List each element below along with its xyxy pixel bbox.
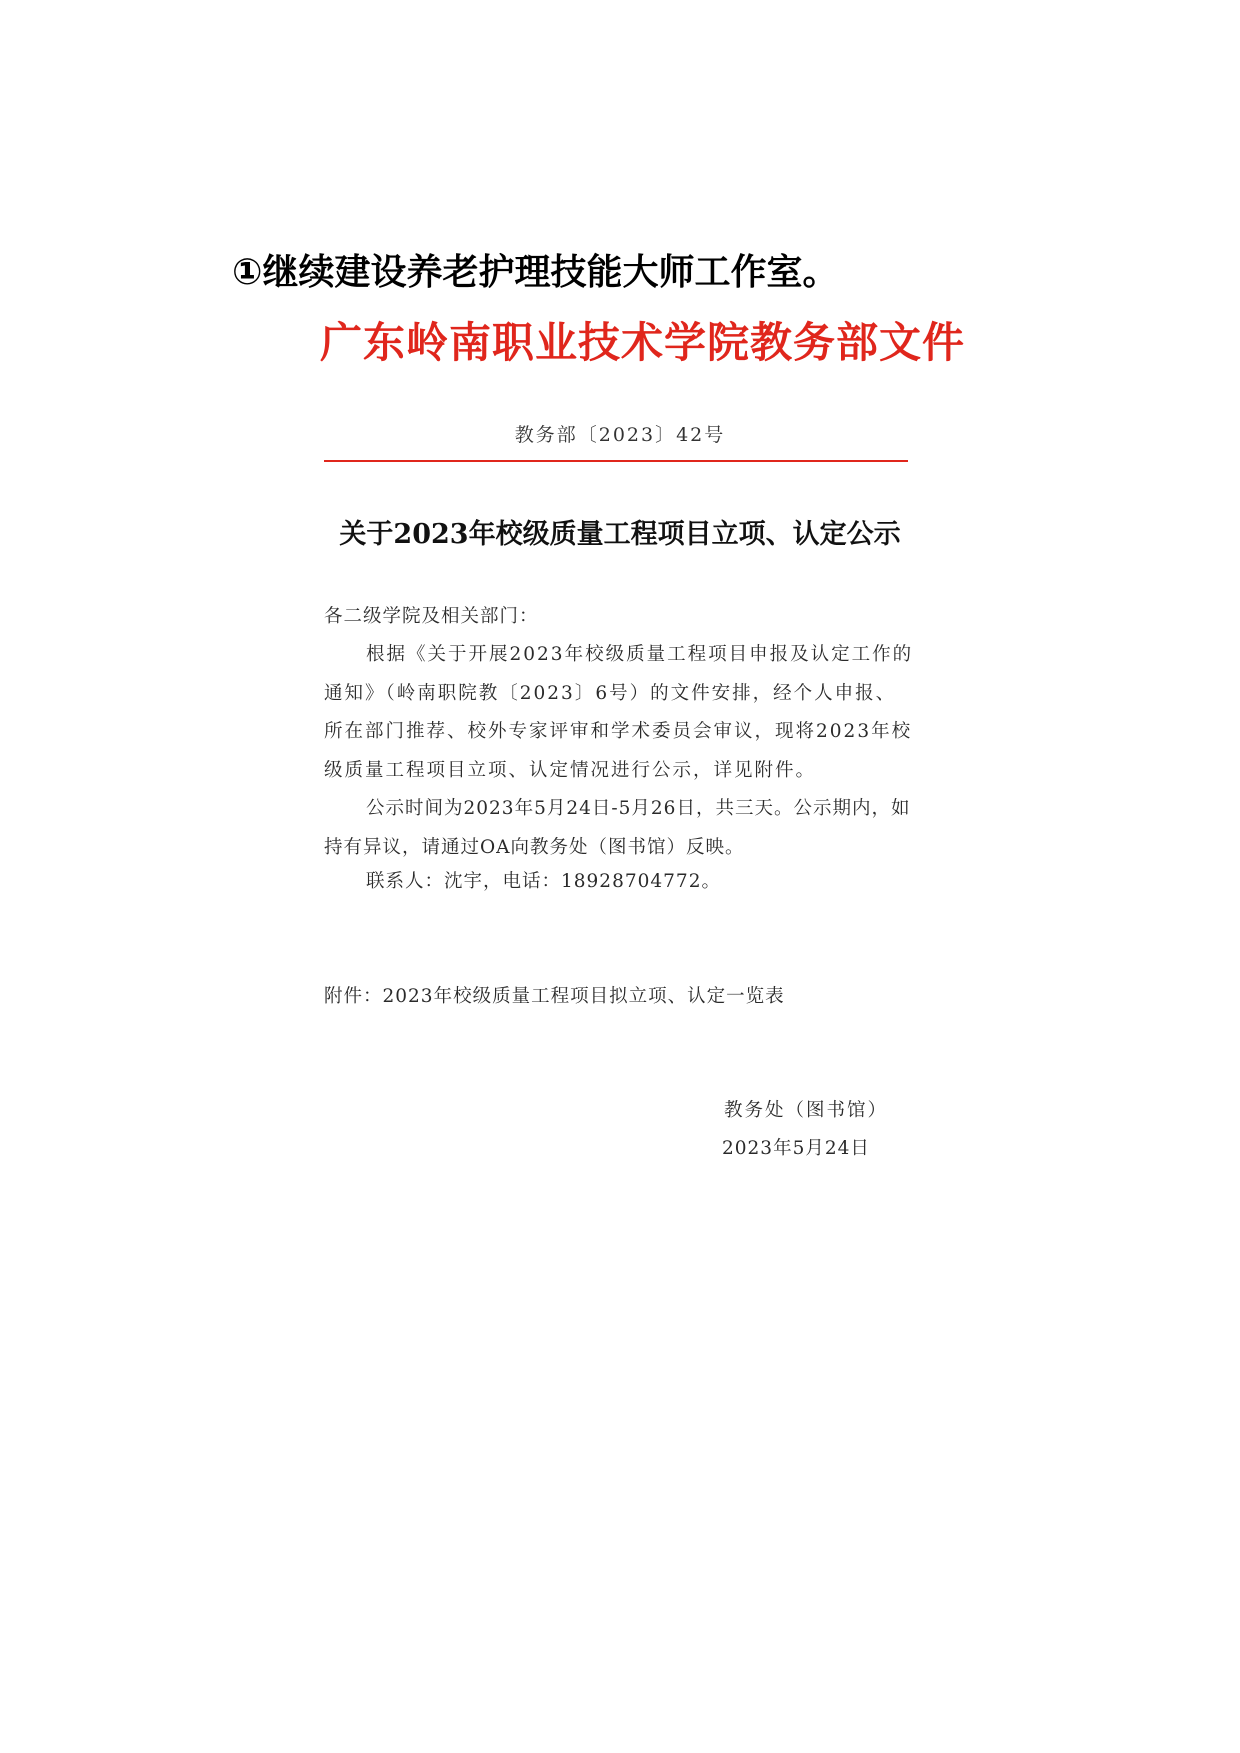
contact-paragraph: 联系人：沈宇，电话：18928704772。	[366, 871, 721, 892]
signature-date: 2023年5月24日	[722, 1138, 870, 1159]
salutation: 各二级学院及相关部门：	[324, 606, 539, 627]
signer: 教务处（图书馆）	[724, 1100, 889, 1121]
body-paragraph: 根据《关于开展2023年校级质量工程项目申报及认定工作的通知》（岭南职院教〔2023〕6号）的文件安排，经个人申报、所在部门推荐、校外专家评审和学术委员会审议，现将2023年校级质量工程项目立项、认定情况进行公示，详见附件。	[324, 644, 914, 781]
official-document	[320, 300, 966, 1180]
document-title: 关于2023年校级质量工程项目立项、认定公示	[339, 519, 901, 550]
document-number: 教务部〔2023〕42号	[514, 424, 726, 446]
attachment-note: 附件：2023年校级质量工程项目拟立项、认定一览表	[324, 986, 785, 1007]
section-heading: ①继续建设养老护理技能大师工作室。	[232, 252, 839, 293]
document-org-header: 广东岭南职业技术学院教务部文件	[320, 318, 966, 367]
body-paragraph: 公示时间为2023年5月24日-5月26日，共三天。公示期内，如持有异议，请通过OA向教务处（图书馆）反映。	[324, 798, 911, 858]
red-divider	[324, 460, 908, 462]
